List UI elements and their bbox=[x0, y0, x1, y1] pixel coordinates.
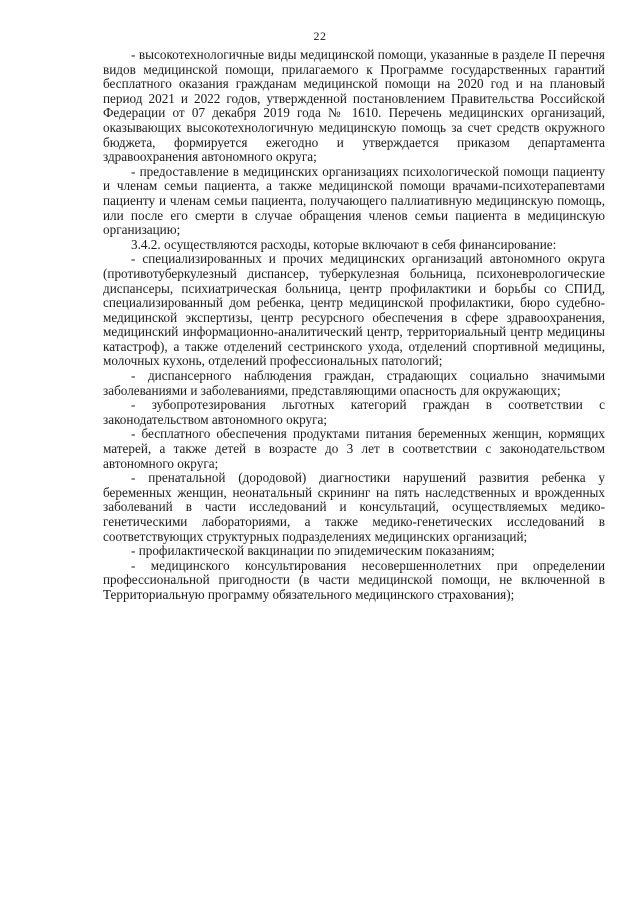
paragraph-dispensary-observation: - диспансерного наблюдения граждан, страдающих социально значимыми заболеваниями и заболеваниями, представляющими опасность для окружающих; bbox=[103, 368, 605, 398]
paragraph-vaccination: - профилактической вакцинации по эпидемическим показаниям; bbox=[131, 543, 495, 559]
paragraph-food-provision: - бесплатного обеспечения продуктами питания беременных женщин, кормящих матерей, а также детей в возрасте до 3 лет в соответствии с законодательством автономного округа; bbox=[103, 426, 605, 471]
document-body bbox=[103, 48, 605, 603]
paragraph-high-tech-care: - высокотехнологичные виды медицинской помощи, указанные в разделе II перечня видов медицинской помощи, прилагаемого к Программе государственных гарантий бесплатного оказания гражданам медицинской помощи на 2020 год и на плановый период 2021 и 2022 годов, утвержденной постановлением Правительства Российской Федерации от 07 декабря 2019 года № 1610. Перечень медицинских организаций, оказывающих высокотехнологичную медицинскую помощь за счет средств окружного бюджета, формируется ежегодно и утверждается приказом департамента здравоохранения автономного округа; bbox=[103, 47, 605, 165]
paragraph-medical-consulting: - медицинского консультирования несовершеннолетних при определении профессиональной пригодности (в части медицинской помощи, не включенной в Территориальную программу обязательного медицинского страхования); bbox=[103, 557, 605, 602]
paragraph-expenses-section: 3.4.2. осуществляются расходы, которые включают в себя финансирование: bbox=[131, 236, 557, 252]
paragraph-dental-prosthetics: - зубопротезирования льготных категорий граждан в соответствии с законодательством автономного округа; bbox=[103, 397, 605, 427]
paragraph-prenatal-diagnostics: - пренатальной (дородовой) диагностики нарушений развития ребенка у беременных женщин, неонатальный скрининг на пять наследственных и врожденных заболеваний в части исследований и консультаций, осуществляемых медико-генетическими лабораториями, а также медико-генетических исследований в соответствующих структурных подразделениях медицинских организаций; bbox=[103, 470, 605, 544]
paragraph-psychological-help: - предоставление в медицинских организациях психологической помощи пациенту и членам семьи пациента, а также медицинской помощи врачами-психотерапевтами пациенту и членам семьи пациента, получающего паллиативную медицинскую помощь, или после его смерти в случае обращения членов семьи пациента в медицинскую организацию; bbox=[103, 163, 605, 238]
paragraph-specialized-organizations: - специализированных и прочих медицинских организаций автономного округа (противотуберкулезный диспансер, туберкулезная больница, психоневрологические диспансеры, психиатрическая больница, центр профилактики и борьбы со СПИД, специализированный дом ребенка, центр медицинской профилактики, бюро судебно-медицинской экспертизы, центр ресурсного обеспечения в сфере здравоохранения, медицинский информационно-аналитический центр, территориальный центр медицины катастроф), а также отделений сестринского ухода, отделений спортивной медицины, молочных кухонь, отделений профессиональных патологий; bbox=[103, 251, 605, 369]
page-number: 22 bbox=[313, 29, 327, 43]
